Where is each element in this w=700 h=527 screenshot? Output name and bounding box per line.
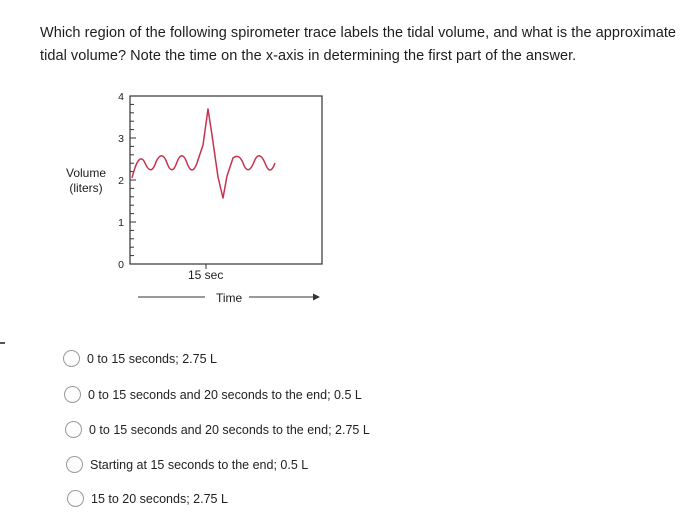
y-tick-label: 0	[118, 259, 124, 271]
answer-option-label: Starting at 15 seconds to the end; 0.5 L	[90, 457, 309, 472]
radio-button[interactable]	[64, 386, 81, 403]
answer-option-2[interactable]	[64, 386, 362, 403]
radio-button[interactable]	[67, 490, 84, 507]
answer-option-label: 0 to 15 seconds and 20 seconds to the end; 0.5 L	[88, 387, 362, 402]
volume-trace-line	[132, 109, 275, 198]
radio-button[interactable]	[63, 350, 80, 367]
spirometer-figure	[55, 85, 335, 315]
answer-option-4[interactable]	[66, 456, 308, 473]
y-tick-label: 3	[118, 133, 124, 145]
y-tick-label: 2	[118, 175, 124, 187]
y-tick-label: 1	[118, 217, 124, 229]
radio-button[interactable]	[65, 421, 82, 438]
radio-button[interactable]	[66, 456, 83, 473]
answer-option-1[interactable]	[63, 350, 217, 367]
edge-marker	[0, 342, 5, 344]
x-tick-label-15-sec: 15 sec	[188, 268, 224, 282]
y-axis-title: Volume (liters)	[65, 166, 107, 195]
answer-option-label: 15 to 20 seconds; 2.75 L	[91, 491, 228, 506]
answer-option-label: 0 to 15 seconds; 2.75 L	[87, 351, 217, 366]
time-arrow-head	[313, 294, 320, 301]
answer-option-label: 0 to 15 seconds and 20 seconds to the end; 2.75 L	[89, 422, 370, 437]
question-text: Which region of the following spirometer trace labels the tidal volume, and what is the approximate tidal volume? Note the time on the x-axis in determining the first part of the answer.	[40, 25, 677, 64]
x-axis-title: Time	[212, 291, 246, 305]
y-axis-ticks	[130, 96, 206, 269]
answer-option-5[interactable]	[67, 490, 228, 507]
answer-option-3[interactable]	[65, 421, 370, 438]
y-tick-label: 4	[118, 91, 124, 103]
